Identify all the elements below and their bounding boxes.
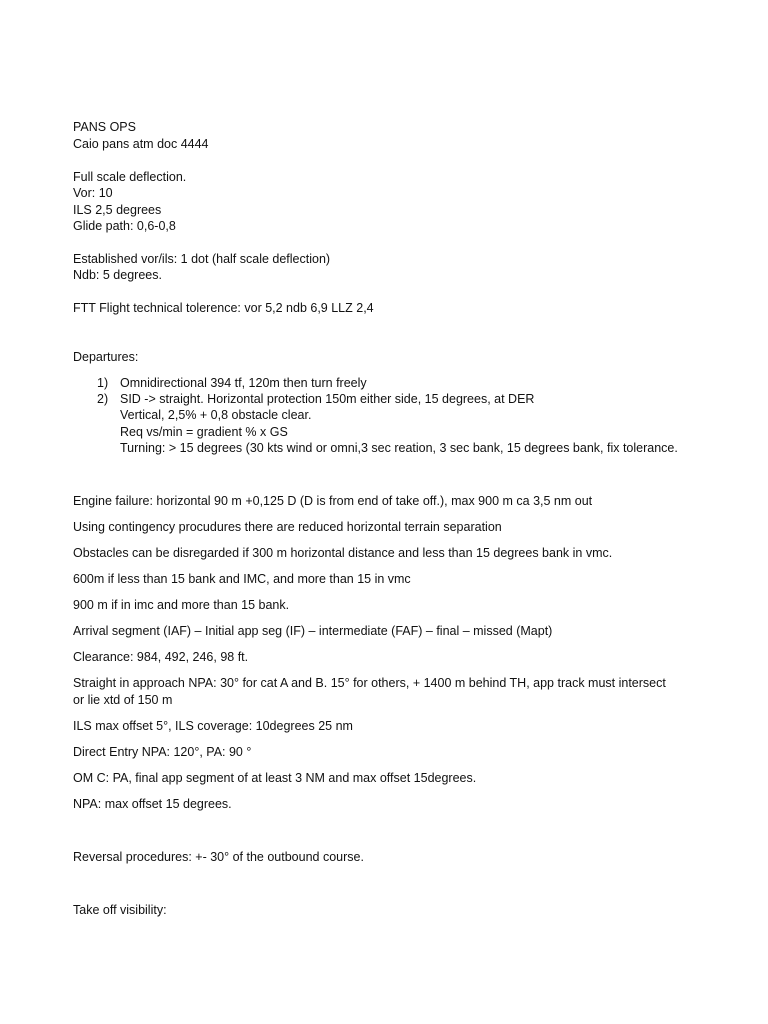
fsd-heading: Full scale deflection.	[73, 170, 187, 184]
departure-continuation: Req vs/min = gradient % x GS	[120, 425, 288, 439]
paragraph: OM C: PA, final app segment of at least 3 NM and max offset 15degrees.	[73, 771, 477, 785]
document-subtitle: Caio pans atm doc 4444	[73, 137, 209, 151]
departure-item-1	[97, 375, 367, 391]
paragraph: Straight in approach NPA: 30° for cat A and B. 15° for others, + 1400 m behind TH, app track must intersect	[73, 676, 666, 690]
paragraph: ILS max offset 5°, ILS coverage: 10degrees 25 nm	[73, 719, 353, 733]
paragraph: Engine failure: horizontal 90 m +0,125 D (D is from end of take off.), max 900 m ca 3,5 nm out	[73, 494, 593, 508]
fsd-vor-line: Vor: 10	[73, 186, 113, 200]
list-text: Omnidirectional 394 tf, 120m then turn freely	[120, 376, 367, 390]
paragraph: Direct Entry NPA: 120°, PA: 90 °	[73, 745, 252, 759]
list-number: 2)	[97, 392, 109, 406]
paragraph: 900 m if in imc and more than 15 bank.	[73, 598, 290, 612]
departure-continuation: Turning: > 15 degrees (30 kts wind or omni,3 sec reation, 3 sec bank, 15 degrees bank, fix tolerance.	[120, 441, 678, 455]
paragraph: Reversal procedures: +- 30° of the outbound course.	[73, 850, 364, 864]
ndb-line: Ndb: 5 degrees.	[73, 268, 162, 282]
document-title: PANS OPS	[73, 120, 136, 134]
established-line: Established vor/ils: 1 dot (half scale deflection)	[73, 252, 331, 266]
paragraph: 600m if less than 15 bank and IMC, and more than 15 in vmc	[73, 572, 411, 586]
fsd-ils-line: ILS 2,5 degrees	[73, 203, 162, 217]
departure-continuation: Vertical, 2,5% + 0,8 obstacle clear.	[120, 408, 312, 422]
departures-heading: Departures:	[73, 350, 139, 364]
paragraph: or lie xtd of 150 m	[73, 693, 173, 707]
departure-item-2	[97, 391, 534, 407]
paragraph: Using contingency procudures there are reduced horizontal terrain separation	[73, 520, 502, 534]
list-number: 1)	[97, 376, 109, 390]
paragraph: NPA: max offset 15 degrees.	[73, 797, 232, 811]
paragraph: Arrival segment (IAF) – Initial app seg (IF) – intermediate (FAF) – final – missed (Mapt)	[73, 624, 553, 638]
list-text: SID -> straight. Horizontal protection 150m either side, 15 degrees, at DER	[120, 392, 535, 406]
paragraph: Obstacles can be disregarded if 300 m horizontal distance and less than 15 degrees bank in vmc.	[73, 546, 613, 560]
paragraph: Clearance: 984, 492, 246, 98 ft.	[73, 650, 249, 664]
fsd-glide-line: Glide path: 0,6-0,8	[73, 219, 176, 233]
ftt-line: FTT Flight technical tolerence: vor 5,2 ndb 6,9 LLZ 2,4	[73, 301, 374, 315]
paragraph: Take off visibility:	[73, 903, 167, 917]
